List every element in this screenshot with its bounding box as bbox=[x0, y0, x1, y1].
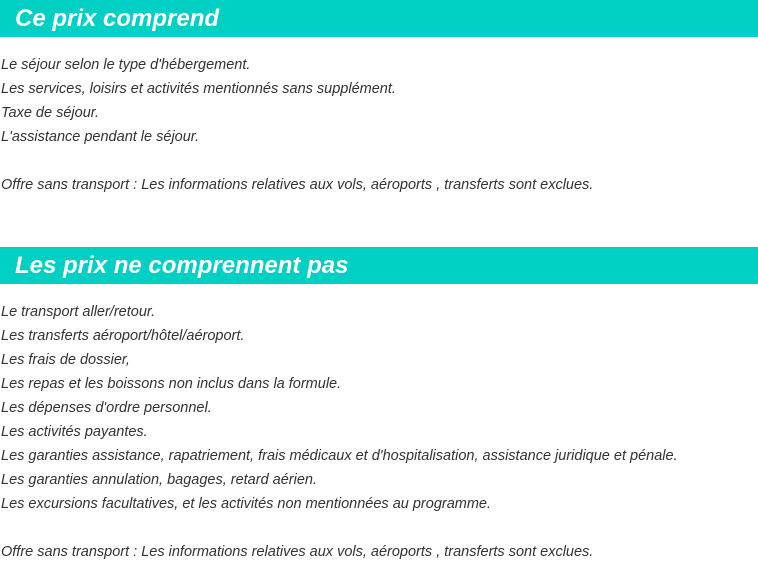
excluded-item: Les garanties assistance, rapatriement, frais médicaux et d'hospitalisation, assistance juridique et pénale. bbox=[1, 448, 678, 464]
included-list bbox=[1, 53, 396, 149]
included-transport-note: Offre sans transport : Les informations relatives aux vols, aéroports , transferts sont exclues. bbox=[1, 177, 594, 193]
excluded-item: Les repas et les boissons non inclus dans la formule. bbox=[1, 376, 342, 392]
excluded-item: Les activités payantes. bbox=[1, 424, 148, 440]
excluded-item: Les frais de dossier, bbox=[1, 352, 130, 368]
included-section-title: Ce prix comprend bbox=[0, 0, 758, 37]
included-item: Le séjour selon le type d'hébergement. bbox=[1, 57, 251, 73]
excluded-item: Les garanties annulation, bagages, retard aérien. bbox=[1, 472, 317, 488]
included-item: Taxe de séjour. bbox=[1, 105, 100, 121]
excluded-item: Les dépenses d'ordre personnel. bbox=[1, 400, 212, 416]
excluded-transport-note: Offre sans transport : Les informations relatives aux vols, aéroports , transferts sont exclues. bbox=[1, 544, 594, 560]
excluded-section-title: Les prix ne comprennent pas bbox=[0, 247, 758, 284]
excluded-item: Les excursions facultatives, et les activités non mentionnées au programme. bbox=[1, 496, 492, 512]
excluded-list bbox=[1, 300, 678, 516]
included-item: L'assistance pendant le séjour. bbox=[1, 129, 200, 145]
included-item: Les services, loisirs et activités mentionnés sans supplément. bbox=[1, 81, 396, 97]
excluded-item: Le transport aller/retour. bbox=[1, 304, 156, 320]
excluded-item: Les transferts aéroport/hôtel/aéroport. bbox=[1, 328, 245, 344]
